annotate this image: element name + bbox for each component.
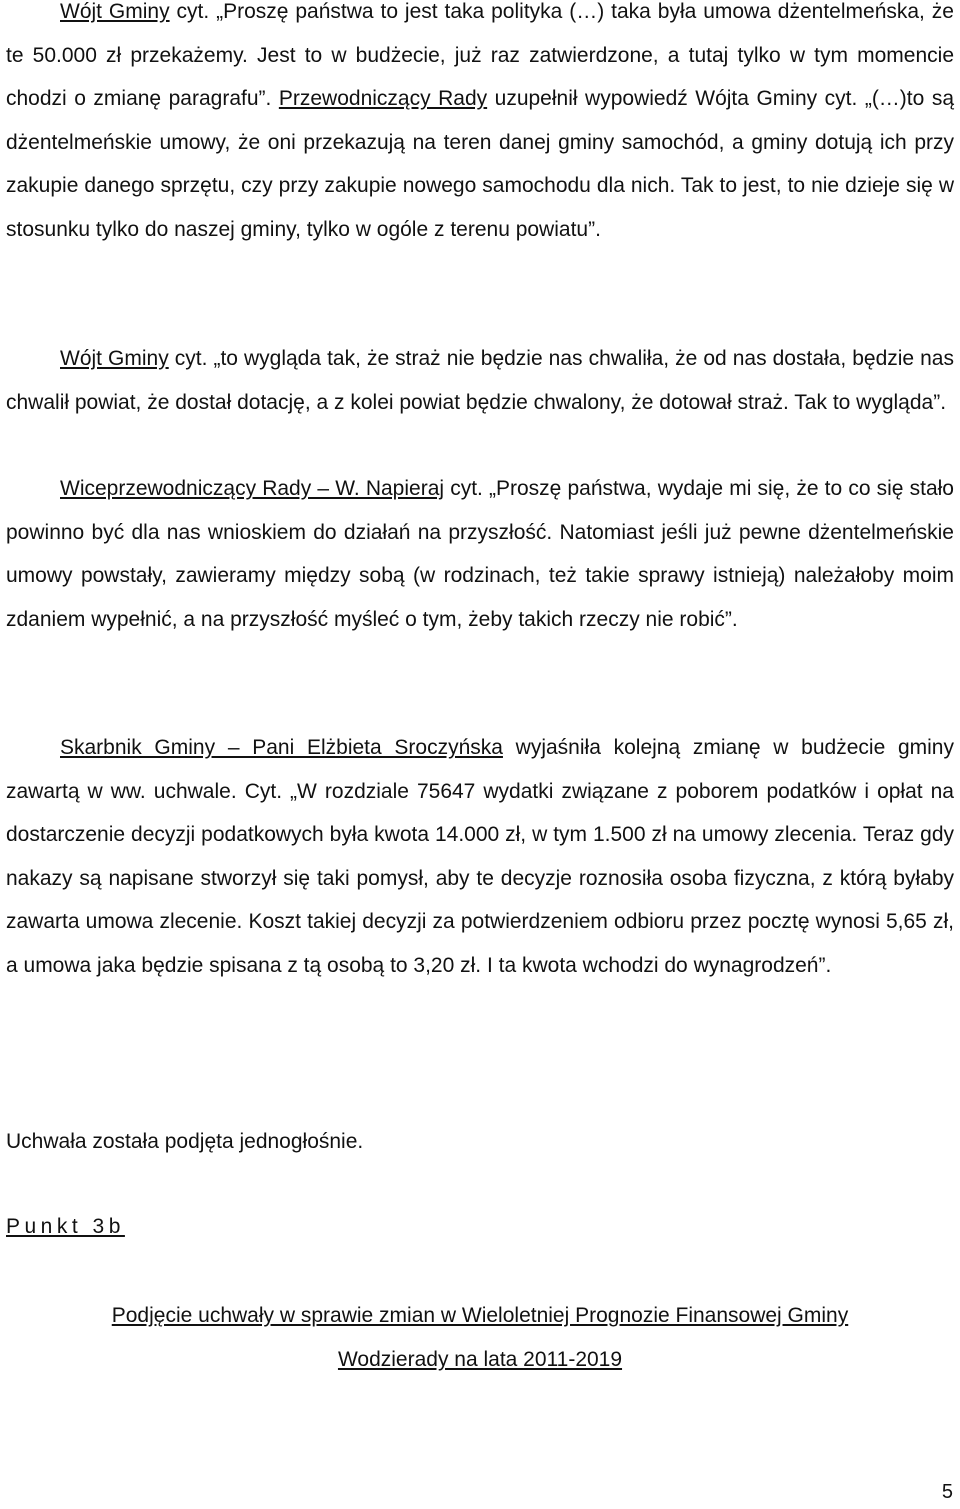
point-heading: Punkt 3b [6,1215,125,1238]
resolution-adopted-note: Uchwała została podjęta jednogłośnie. [6,1130,364,1153]
paragraph-text: cyt. „Proszę państwa to jest taka polityka (…) taka była umowa dżentelmeńska, że te 50.000 zł przekażemy. Jest to w budżecie, już raz zatwierdzone, a tutaj tylko w tym momencie chodzi o zmianę paragrafu”. [6,0,954,111]
paragraph-text: cyt. „Proszę państwa, wydaje mi się, że to co się stało powinno być dla nas wnioskiem do działań na przyszłość. Natomiast jeśli już pewne dżentelmeńskie umowy powstały, zawieramy między sobą (w rodzinach, też takie sprawy istnieją) należałoby moim zdaniem wypełnić, a na przyszłość myśleć o tym, żeby takich rzeczy nie robić”. [6,477,954,631]
paragraph-text: cyt. „to wygląda tak, że straż nie będzie nas chwaliła, że od nas dostała, będzie nas chwalił powiat, że dostał dotację, a z kolei powiat będzie chwalony, że dotował straż. Tak to wygląda”. [6,347,954,414]
resolution-title-line-1: Podjęcie uchwały w sprawie zmian w Wieloletniej Prognozie Finansowej Gminy [111,1304,849,1327]
paragraph-vice-chair-statement [6,467,954,641]
speaker-name: Wiceprzewodniczący Rady – W. Napieraj [60,477,445,500]
paragraph-wojt-statement-1 [6,0,954,252]
speaker-name: Wójt Gminy [60,0,170,23]
speaker-name: Przewodniczący Rady [278,87,488,111]
paragraph-wojt-statement-2 [6,337,954,424]
speaker-name: Wójt Gminy [60,347,169,370]
page-number: 5 [941,1481,953,1503]
paragraph-text: uzupełnił wypowiedź Wójta Gminy cyt. „(…)to są dżentelmeńskie umowy, że oni przekazują na teren danej gminy samochód, a gminy dotują ich przy zakupie danego sprzętu, czy przy zakupie nowego samochodu dla nich. Tak to jest, to nie dzieje się w stosunku tylko do naszej gminy, tylko w ogóle z terenu powiatu”. [6,87,955,241]
paragraph-treasurer-statement [6,726,954,988]
speaker-name: Skarbnik Gminy – Pani Elżbieta Sroczyńska [60,736,503,759]
paragraph-text: wyjaśniła kolejną zmianę w budżecie gminy zawartą w ww. uchwale. Cyt. „W rozdziale 75647 wydatki związane z poborem podatków i opłat na dostarczenie decyzji podatkowych była kwota 14.000 zł, w tym 1.500 zł na umowy zlecenia. Teraz gdy nakazy są napisane stworzył się taki pomysł, aby te decyzje roznosiła osoba fizyczna, z którą byłaby zawarta umowa zlecenie. Koszt takiej decyzji za potwierdzeniem odbioru przez pocztę wynosi 5,65 zł, a umowa jaka będzie spisana z tą osobą to 3,20 zł. I ta kwota wchodzi do wynagrodzeń”. [6,736,954,977]
resolution-title-line-2: Wodzierady na lata 2011-2019 [337,1348,623,1371]
